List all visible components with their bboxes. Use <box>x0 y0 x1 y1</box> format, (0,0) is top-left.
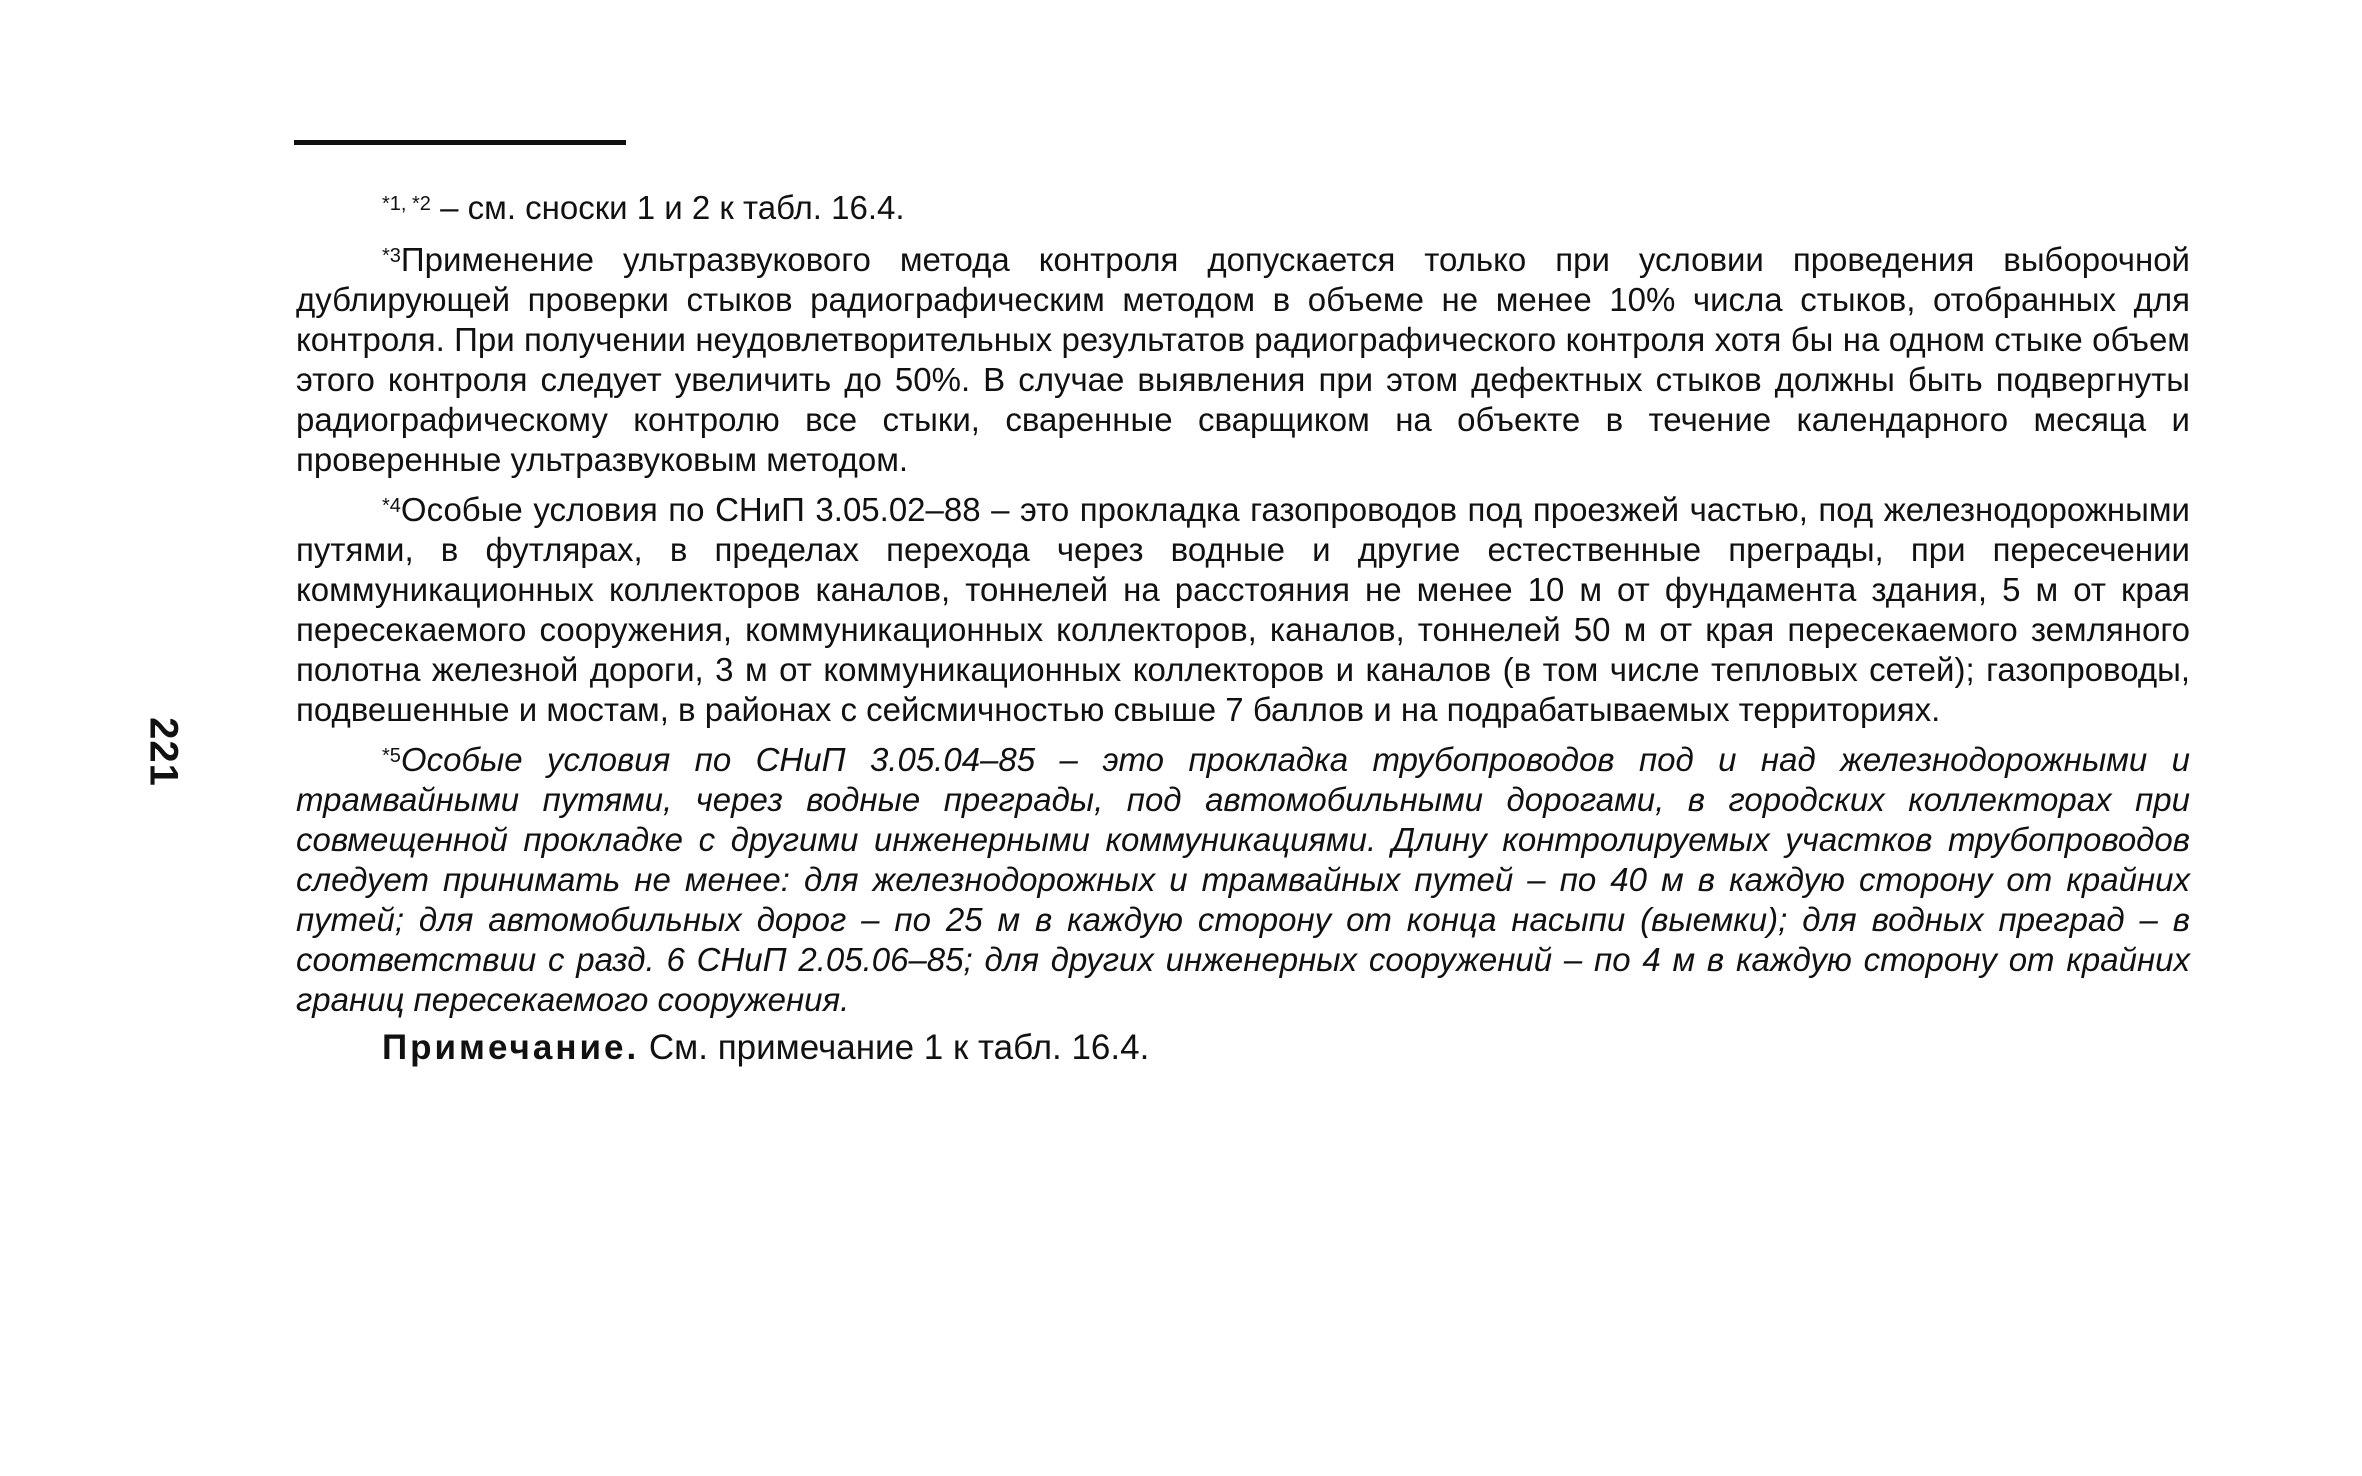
footnote-4 <box>296 486 2190 730</box>
footnote-marker: *3 <box>382 245 401 267</box>
footnote-text: Особые условия по СНиП 3.05.02–88 – это прокладка газопроводов под проезжей частью, под железнодорожными путями, в футлярах, в пределах перехода через водные и другие естественные преграды, при пересечении коммуникационных коллекторов каналов, тоннелей на расстояния не менее 10 м от фундамента здания, 5 м от края пересекаемого сооружения, коммуникационных коллекторов, каналов, тоннелей 50 м от края пересекаемого земляного полотна железной дороги, 3 м от коммуникационных коллекторов и каналов (в том числе тепловых сетей); газопроводы, подвешенные и мостам, в районах с сейсмичностью свыше 7 баллов и на подрабатываемых территориях. <box>296 491 2190 728</box>
note-remark <box>382 1028 1149 1068</box>
footnote-1-2 <box>296 184 2190 228</box>
footnote-marker: *5 <box>382 745 401 767</box>
footnote-text: Применение ультразвукового метода контроля допускается только при условии проведения выборочной дублирующей проверки стыков радиографическим методом в объеме не менее 10% числа стыков, отобранных для контроля. При получении неудовлетворительных результатов радиографического контроля хотя бы на одном стыке объем этого контроля следует увеличить до 50%. В случае выявления при этом дефектных стыков должны быть подвергнуты радиографическому контролю все стыки, сваренные сварщиком на объекте в течение календарного месяца и проверенные ультразвуковым методом. <box>296 241 2190 478</box>
remark-label: Примечание. <box>382 1028 640 1067</box>
footnote-3 <box>296 236 2190 480</box>
footnotes-section <box>296 184 2190 1026</box>
footnote-text: – см. сноски 1 и 2 к табл. 16.4. <box>440 189 905 226</box>
remark-text: См. примечание 1 к табл. 16.4. <box>648 1028 1150 1067</box>
footnote-marker: *1, *2 <box>382 193 431 215</box>
footnote-marker: *4 <box>382 495 401 517</box>
footnote-separator-rule <box>294 140 626 145</box>
page-number: 221 <box>141 717 186 787</box>
footnote-5 <box>296 736 2190 1020</box>
footnote-text: Особые условия по СНиП 3.05.04–85 – это прокладка трубопроводов под и над железнодорожными и трамвайными путями, через водные преграды, под автомобильными дорогами, в городских коллекторах при совмещенной прокладке с другими инженерными коммуникациями. Длину контролируемых участков трубопроводов следует принимать не менее: для железнодорожных и трамвайных путей – по 40 м в каждую сторону от крайних путей; для автомобильных дорог – по 25 м в каждую сторону от конца насыпи (выемки); для водных преград – в соответствии с разд. 6 СНиП 2.05.06–85; для других инженерных сооружений – по 4 м в каждую сторону от крайних границ пересекаемого сооружения. <box>296 741 2190 1018</box>
